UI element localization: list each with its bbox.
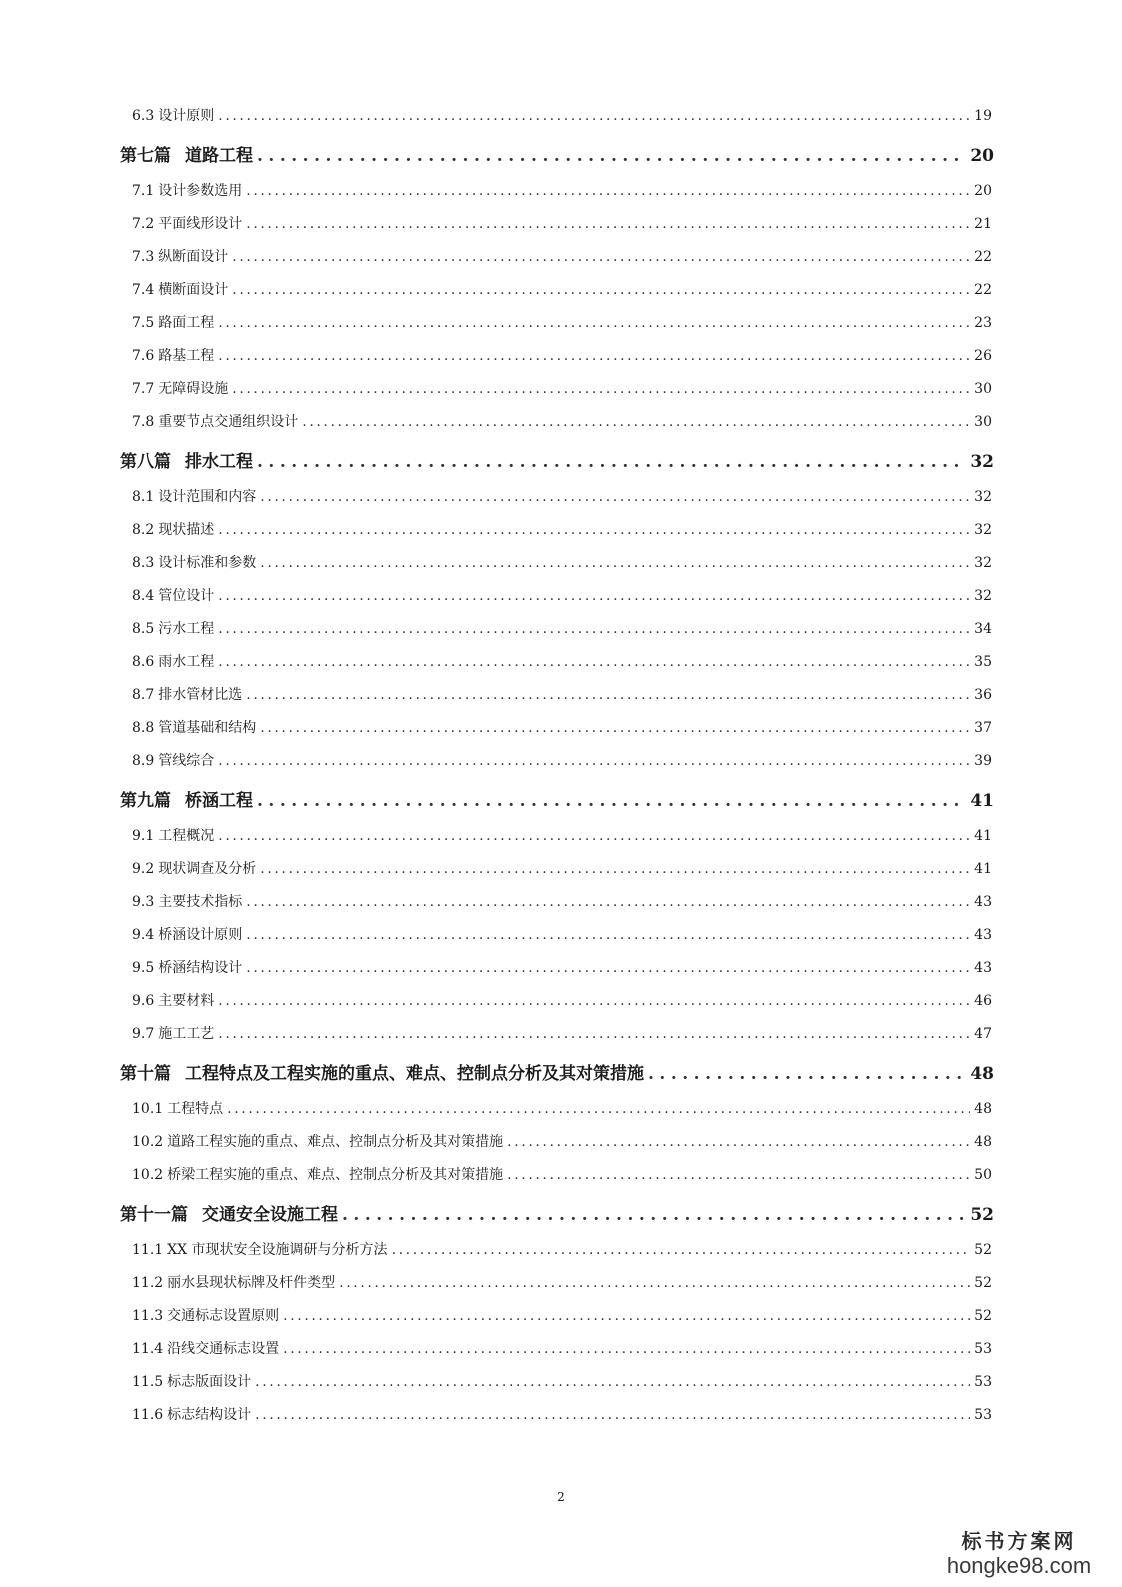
toc-entry-number: 7.6 <box>132 348 155 364</box>
toc-entry-page: 32 <box>974 555 992 571</box>
toc-entry-title: 设计范围和内容 <box>158 489 257 505</box>
toc-entry-number: 第九篇 <box>120 791 171 811</box>
toc-entry-title: 平面线形设计 <box>158 216 243 232</box>
toc-entry-number: 9.1 <box>132 828 155 844</box>
toc-section-entry[interactable] <box>0 1372 1122 1392</box>
toc-entry-page: 41 <box>974 828 992 844</box>
toc-entry-number: 11.4 <box>132 1341 164 1357</box>
toc-dot-leader <box>260 718 970 738</box>
toc-section-entry[interactable] <box>0 859 1122 879</box>
toc-section-entry[interactable] <box>0 925 1122 945</box>
toc-entry-title: 路面工程 <box>158 315 215 331</box>
toc-section-entry[interactable] <box>0 1099 1122 1119</box>
toc-dot-leader <box>232 379 970 399</box>
toc-dot-leader <box>283 1339 970 1359</box>
toc-entry-title: 设计参数选用 <box>158 183 243 199</box>
toc-entry-page: 20 <box>970 146 994 166</box>
toc-section-entry[interactable] <box>0 991 1122 1011</box>
toc-entry-title: 管线综合 <box>158 753 215 769</box>
toc-entry-number: 8.8 <box>132 720 155 736</box>
toc-dot-leader <box>342 1203 966 1227</box>
toc-dot-leader <box>246 685 970 705</box>
toc-entry-page: 22 <box>974 249 992 265</box>
toc-dot-leader <box>255 1372 970 1392</box>
toc-entry-title: 现状描述 <box>158 522 215 538</box>
toc-entry-page: 32 <box>974 489 992 505</box>
toc-dot-leader <box>218 652 970 672</box>
toc-entry-page: 21 <box>974 216 992 232</box>
toc-entry-title: XX 市现状安全设施调研与分析方法 <box>167 1242 388 1258</box>
toc-section-entry[interactable] <box>0 379 1122 399</box>
toc-entry-title: 管位设计 <box>158 588 215 604</box>
toc-section-entry[interactable] <box>0 1339 1122 1359</box>
toc-dot-leader <box>218 106 970 126</box>
toc-entry-title: 设计原则 <box>158 108 215 124</box>
toc-entry-number: 7.2 <box>132 216 155 232</box>
toc-section-entry[interactable] <box>0 751 1122 771</box>
toc-entry-number: 10.2 <box>132 1167 164 1183</box>
toc-section-entry[interactable] <box>0 346 1122 366</box>
toc-entry-title: 工程特点 <box>167 1101 224 1117</box>
toc-dot-leader <box>246 892 970 912</box>
toc-entry-title: 主要材料 <box>158 993 215 1009</box>
toc-entry-page: 43 <box>974 960 992 976</box>
page-number: 2 <box>557 1490 565 1504</box>
toc-entry-number: 第十一篇 <box>120 1205 188 1225</box>
toc-entry-number: 9.5 <box>132 960 155 976</box>
toc-dot-leader <box>302 412 970 432</box>
toc-entry-page: 47 <box>974 1026 992 1042</box>
toc-entry-title: 排水工程 <box>185 452 253 472</box>
toc-entry-page: 53 <box>974 1407 992 1423</box>
toc-entry-page: 35 <box>974 654 992 670</box>
toc-entry-page: 52 <box>970 1205 994 1225</box>
toc-entry-number: 8.6 <box>132 654 155 670</box>
toc-entry-number: 11.6 <box>132 1407 164 1423</box>
toc-entry-number: 11.1 <box>132 1242 164 1258</box>
toc-entry-page: 32 <box>974 522 992 538</box>
toc-entry-title: 施工工艺 <box>158 1026 215 1042</box>
toc-entry-title: 纵断面设计 <box>158 249 229 265</box>
toc-dot-leader <box>218 586 970 606</box>
toc-entry-title: 桥涵结构设计 <box>158 960 243 976</box>
toc-entry-page: 53 <box>974 1341 992 1357</box>
toc-entry-page: 52 <box>974 1308 992 1324</box>
toc-entry-number: 9.2 <box>132 861 155 877</box>
toc-entry-number: 第八篇 <box>120 452 171 472</box>
toc-entry-number: 7.5 <box>132 315 155 331</box>
toc-section-entry[interactable] <box>0 619 1122 639</box>
toc-entry-page: 48 <box>970 1064 994 1084</box>
toc-dot-leader <box>255 1405 970 1425</box>
toc-section-entry[interactable] <box>0 106 1122 126</box>
toc-chapter-entry[interactable] <box>0 789 1122 813</box>
toc-entry-page: 53 <box>974 1374 992 1390</box>
toc-entry-title: 排水管材比选 <box>158 687 243 703</box>
toc-dot-leader <box>246 181 970 201</box>
toc-dot-leader <box>218 313 970 333</box>
toc-section-entry[interactable] <box>0 652 1122 672</box>
toc-dot-leader <box>260 553 970 573</box>
toc-dot-leader <box>218 346 970 366</box>
toc-entry-number: 8.3 <box>132 555 155 571</box>
toc-dot-leader <box>227 1099 970 1119</box>
toc-entry-title: 桥梁工程实施的重点、难点、控制点分析及其对策措施 <box>167 1167 504 1183</box>
toc-entry-page: 52 <box>974 1275 992 1291</box>
toc-section-entry[interactable] <box>0 520 1122 540</box>
toc-section-entry[interactable] <box>0 1405 1122 1425</box>
toc-entry-number: 8.9 <box>132 753 155 769</box>
toc-dot-leader <box>260 859 970 879</box>
toc-entry-title: 现状调查及分析 <box>158 861 257 877</box>
toc-chapter-entry[interactable] <box>0 1203 1122 1227</box>
toc-entry-page: 23 <box>974 315 992 331</box>
toc-entry-page: 22 <box>974 282 992 298</box>
toc-entry-page: 19 <box>974 108 992 124</box>
toc-entry-number: 11.5 <box>132 1374 164 1390</box>
toc-dot-leader <box>260 487 970 507</box>
toc-entry-page: 39 <box>974 753 992 769</box>
toc-entry-title: 道路工程实施的重点、难点、控制点分析及其对策措施 <box>167 1134 504 1150</box>
toc-entry-number: 7.1 <box>132 183 155 199</box>
toc-entry-page: 43 <box>974 927 992 943</box>
toc-entry-title: 道路工程 <box>185 146 253 166</box>
toc-entry-page: 32 <box>970 452 994 472</box>
toc-section-entry[interactable] <box>0 247 1122 267</box>
toc-entry-title: 管道基础和结构 <box>158 720 257 736</box>
toc-entry-title: 雨水工程 <box>158 654 215 670</box>
toc-entry-title: 重要节点交通组织设计 <box>158 414 299 430</box>
toc-dot-leader <box>246 958 970 978</box>
toc-dot-leader <box>218 991 970 1011</box>
toc-entry-page: 34 <box>974 621 992 637</box>
toc-dot-leader <box>257 789 966 813</box>
toc-entry-page: 46 <box>974 993 992 1009</box>
toc-entry-title: 横断面设计 <box>158 282 229 298</box>
toc-section-entry[interactable] <box>0 958 1122 978</box>
toc-section-entry[interactable] <box>0 553 1122 573</box>
toc-dot-leader <box>257 144 966 168</box>
toc-entry-title: 丽水县现状标牌及杆件类型 <box>167 1275 336 1291</box>
toc-entry-number: 11.2 <box>132 1275 164 1291</box>
toc-dot-leader <box>257 450 966 474</box>
toc-entry-number: 7.7 <box>132 381 155 397</box>
toc-entry-title: 标志结构设计 <box>167 1407 252 1423</box>
toc-entry-page: 30 <box>974 414 992 430</box>
toc-entry-number: 9.3 <box>132 894 155 910</box>
toc-dot-leader <box>648 1062 966 1086</box>
toc-entry-number: 10.2 <box>132 1134 164 1150</box>
toc-dot-leader <box>392 1240 970 1260</box>
toc-entry-title: 交通标志设置原则 <box>167 1308 280 1324</box>
watermark-site-name: 标书方案网 <box>961 1529 1077 1553</box>
toc-entry-page: 32 <box>974 588 992 604</box>
toc-section-entry[interactable] <box>0 412 1122 432</box>
toc-dot-leader <box>507 1132 970 1152</box>
toc-dot-leader <box>218 826 970 846</box>
toc-section-entry[interactable] <box>0 1273 1122 1293</box>
toc-entry-page: 37 <box>974 720 992 736</box>
toc-section-entry[interactable] <box>0 280 1122 300</box>
toc-section-entry[interactable] <box>0 313 1122 333</box>
toc-entry-page: 50 <box>974 1167 992 1183</box>
toc-dot-leader <box>218 619 970 639</box>
toc-section-entry[interactable] <box>0 892 1122 912</box>
toc-entry-page: 20 <box>974 183 992 199</box>
toc-entry-page: 36 <box>974 687 992 703</box>
toc-entry-number: 6.3 <box>132 108 155 124</box>
toc-entry-number: 第十篇 <box>120 1064 171 1084</box>
toc-entry-title: 桥涵设计原则 <box>158 927 243 943</box>
toc-section-entry[interactable] <box>0 214 1122 234</box>
toc-entry-number: 8.4 <box>132 588 155 604</box>
toc-entry-title: 无障碍设施 <box>158 381 229 397</box>
toc-entry-title: 沿线交通标志设置 <box>167 1341 280 1357</box>
toc-chapter-entry[interactable] <box>0 1062 1122 1086</box>
toc-entry-number: 10.1 <box>132 1101 164 1117</box>
toc-section-entry[interactable] <box>0 718 1122 738</box>
toc-entry-number: 8.2 <box>132 522 155 538</box>
toc-dot-leader <box>246 214 970 234</box>
toc-section-entry[interactable] <box>0 1024 1122 1044</box>
toc-section-entry[interactable] <box>0 826 1122 846</box>
toc-entry-number: 7.4 <box>132 282 155 298</box>
toc-entry-title: 路基工程 <box>158 348 215 364</box>
toc-dot-leader <box>218 1024 970 1044</box>
toc-section-entry[interactable] <box>0 1165 1122 1185</box>
toc-entry-page: 41 <box>970 791 994 811</box>
toc-section-entry[interactable] <box>0 487 1122 507</box>
toc-dot-leader <box>339 1273 970 1293</box>
toc-entry-title: 设计标准和参数 <box>158 555 257 571</box>
toc-dot-leader <box>218 520 970 540</box>
toc-entry-page: 41 <box>974 861 992 877</box>
toc-entry-title: 污水工程 <box>158 621 215 637</box>
toc-entry-number: 7.3 <box>132 249 155 265</box>
toc-entry-number: 8.1 <box>132 489 155 505</box>
toc-entry-page: 43 <box>974 894 992 910</box>
toc-section-entry[interactable] <box>0 1240 1122 1260</box>
watermark-url: hongke98.com <box>946 1553 1092 1578</box>
toc-section-entry[interactable] <box>0 1306 1122 1326</box>
toc-dot-leader <box>246 925 970 945</box>
toc-entry-number: 8.5 <box>132 621 155 637</box>
toc-entry-number: 第七篇 <box>120 146 171 166</box>
toc-entry-number: 9.6 <box>132 993 155 1009</box>
toc-entry-page: 26 <box>974 348 992 364</box>
toc-entry-number: 9.7 <box>132 1026 155 1042</box>
toc-section-entry[interactable] <box>0 586 1122 606</box>
toc-entry-number: 9.4 <box>132 927 155 943</box>
toc-entry-title: 工程概况 <box>158 828 215 844</box>
toc-dot-leader <box>283 1306 970 1326</box>
toc-entry-page: 48 <box>974 1134 992 1150</box>
toc-section-entry[interactable] <box>0 181 1122 201</box>
toc-chapter-entry[interactable] <box>0 450 1122 474</box>
toc-entry-page: 48 <box>974 1101 992 1117</box>
toc-chapter-entry[interactable] <box>0 144 1122 168</box>
toc-dot-leader <box>507 1165 970 1185</box>
toc-entry-title: 桥涵工程 <box>185 791 253 811</box>
toc-entry-number: 11.3 <box>132 1308 164 1324</box>
toc-entry-number: 7.8 <box>132 414 155 430</box>
toc-entry-title: 主要技术指标 <box>158 894 243 910</box>
toc-entry-page: 52 <box>974 1242 992 1258</box>
toc-dot-leader <box>232 280 970 300</box>
toc-section-entry[interactable] <box>0 685 1122 705</box>
toc-entry-page: 30 <box>974 381 992 397</box>
toc-dot-leader <box>218 751 970 771</box>
watermark <box>944 1529 1094 1579</box>
toc-section-entry[interactable] <box>0 1132 1122 1152</box>
toc-entry-title: 标志版面设计 <box>167 1374 252 1390</box>
toc-entry-title: 交通安全设施工程 <box>202 1205 338 1225</box>
toc-entry-number: 8.7 <box>132 687 155 703</box>
toc-entry-title: 工程特点及工程实施的重点、难点、控制点分析及其对策措施 <box>185 1064 644 1084</box>
toc-dot-leader <box>232 247 970 267</box>
